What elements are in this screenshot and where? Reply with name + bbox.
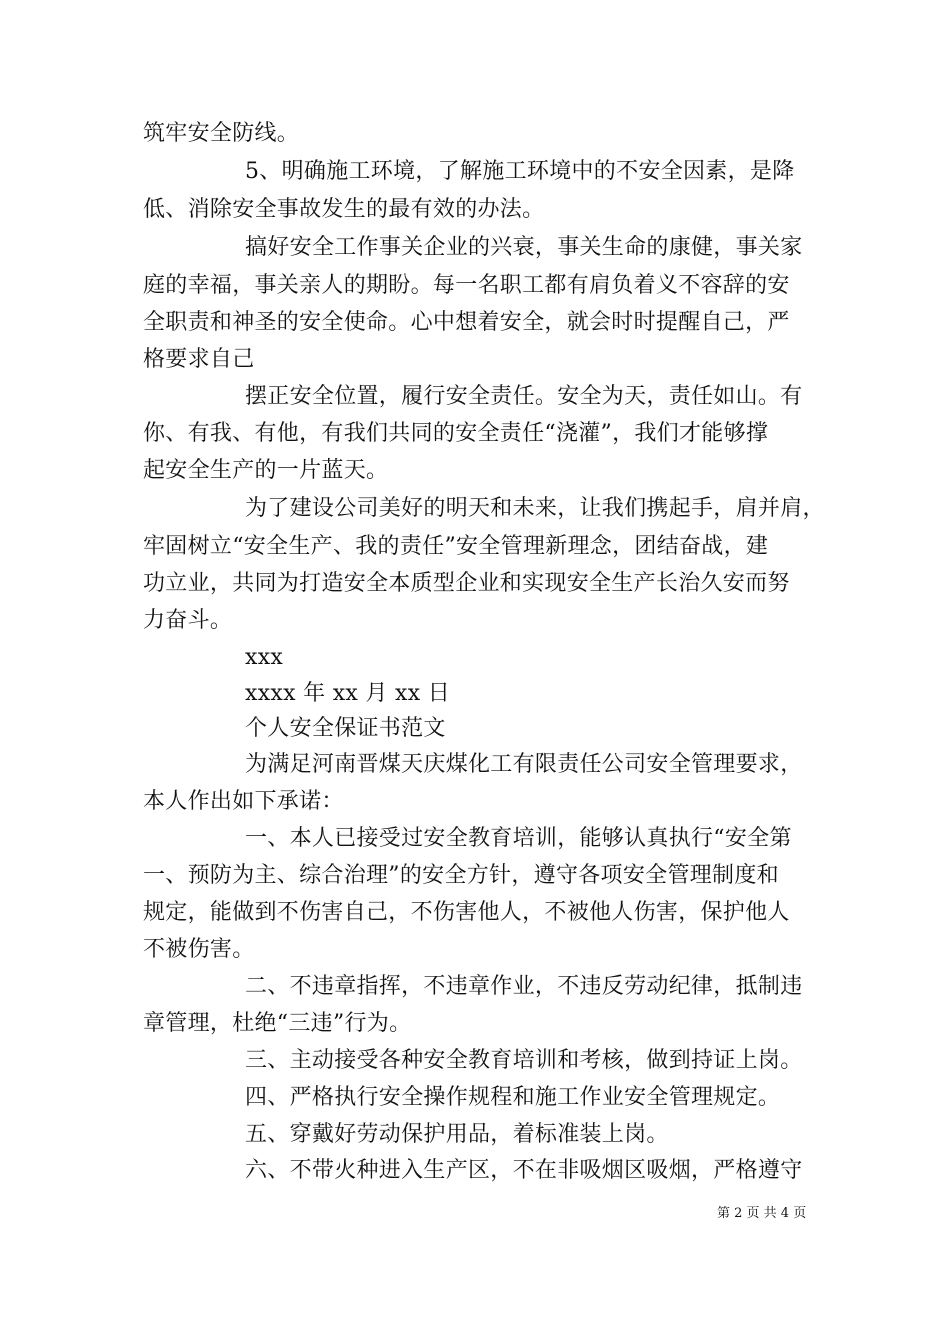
text-line: 牢固树立“安全生产、我的责任”安全管理新理念，团结奋战，建	[143, 534, 769, 559]
text-line: 格要求自己	[143, 347, 255, 372]
text-line: 为满足河南晋煤天庆煤化工有限责任公司安全管理要求，	[245, 752, 803, 777]
text-line: 你、有我、有他，有我们共同的安全责任“浇灌”，我们才能够撑	[143, 421, 769, 446]
text-line: 六、不带火种进入生产区，不在非吸烟区吸烟，严格遵守	[245, 1158, 803, 1183]
section-title: 个人安全保证书范文	[245, 716, 446, 741]
signature-name: xxx	[245, 645, 284, 670]
text-line: 力奋斗。	[143, 608, 233, 633]
text-line: 本人作出如下承诺：	[143, 789, 344, 814]
text-line: 全职责和神圣的安全使命。心中想着安全，就会时时提醒自己，严	[143, 310, 790, 335]
text-line: 功立业，共同为打造安全本质型企业和实现安全生产长治久安而努	[143, 571, 790, 596]
text-line: 为了建设公司美好的明天和未来，让我们携起手，肩并肩，	[245, 496, 825, 521]
text-line: 低、消除安全事故发生的最有效的办法。	[143, 197, 545, 222]
text-line: 庭的幸福，事关亲人的期盼。每一名职工都有肩负着义不容辞的安	[143, 273, 790, 298]
text-line: 搞好安全工作事关企业的兴衰，事关生命的康健，事关家	[245, 235, 803, 260]
text-line: 三、主动接受各种安全教育培训和考核，做到持证上岗。	[245, 1048, 803, 1073]
text-line: 规定，能做到不伤害自己，不伤害他人，不被他人伤害，保护他人	[143, 900, 790, 925]
text-line: 5、明确施工环境，了解施工环境中的不安全因素，是降	[245, 159, 795, 184]
text-line: 筑牢安全防线。	[143, 121, 300, 146]
text-line: 二、不违章指挥，不违章作业，不违反劳动纪律，抵制违	[245, 974, 803, 999]
text-line: 摆正安全位置，履行安全责任。安全为天，责任如山。有	[245, 384, 803, 409]
text-line: 起安全生产的一片蓝天。	[143, 458, 389, 483]
text-line: 不被伤害。	[143, 937, 255, 962]
text-line: 五、穿戴好劳动保护用品，着标准装上岗。	[245, 1122, 669, 1147]
text-line: 一、本人已接受过安全教育培训，能够认真执行“安全第	[245, 826, 792, 851]
page-number: 第 2 页 共 4 页	[717, 1206, 807, 1221]
text-line: 四、严格执行安全操作规程和施工作业安全管理规定。	[245, 1085, 781, 1110]
signature-date: xxxx 年 xx 月 xx 日	[245, 681, 451, 706]
text-line: 章管理，杜绝“三违”行为。	[143, 1011, 412, 1036]
text-line: 一、预防为主、综合治理”的安全方针，遵守各项安全管理制度和	[143, 863, 779, 888]
